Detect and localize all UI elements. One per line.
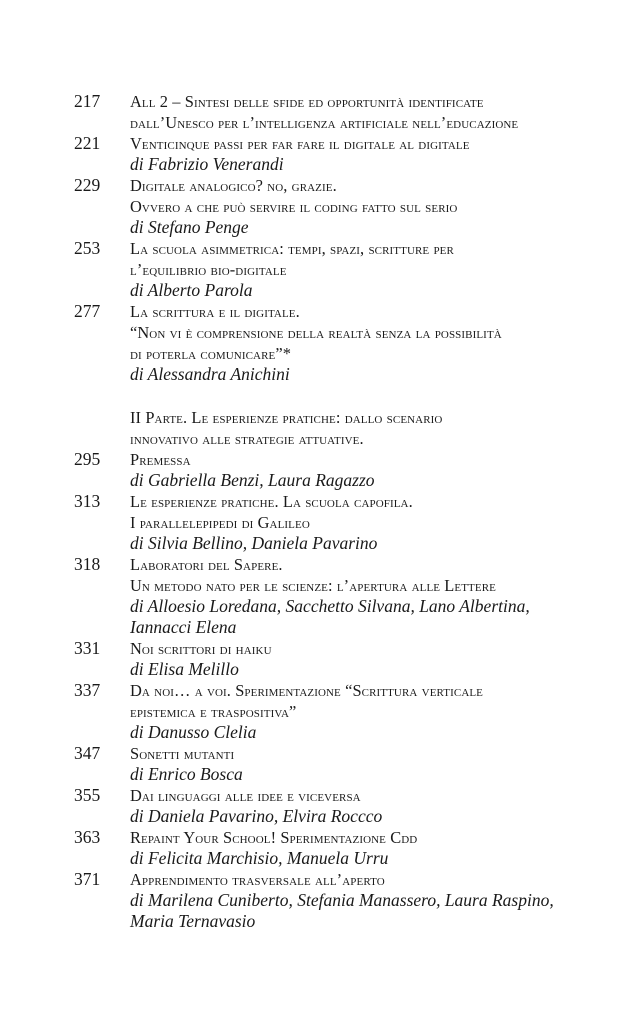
entry-body bbox=[130, 175, 594, 238]
entry-author: di Marilena Cuniberto, Stefania Manassero, Laura Raspino, bbox=[130, 890, 554, 910]
toc-entry bbox=[74, 301, 594, 385]
entry-author: di Alloesio Loredana, Sacchetto Silvana, Lano Albertina, bbox=[130, 596, 530, 616]
toc-entry bbox=[74, 238, 594, 301]
entry-body bbox=[130, 449, 594, 491]
entry-author: di Alessandra Anichini bbox=[130, 364, 290, 384]
page-number: 337 bbox=[74, 680, 101, 700]
entry-author: di Felicita Marchisio, Manuela Urru bbox=[130, 848, 389, 868]
entry-author: di Gabriella Benzi, Laura Ragazzo bbox=[130, 470, 375, 490]
entry-author: di Silvia Bellino, Daniela Pavarino bbox=[130, 533, 378, 553]
entry-title-line: “Non vi è comprensione della realtà senza la possibilità bbox=[130, 323, 502, 342]
section-heading bbox=[74, 407, 594, 449]
entry-body bbox=[130, 827, 594, 869]
entry-author: di Alberto Parola bbox=[130, 280, 253, 300]
toc-entry bbox=[74, 869, 594, 932]
page-number: 371 bbox=[74, 869, 101, 889]
entry-author-continued: Iannacci Elena bbox=[130, 617, 237, 637]
page-number: 347 bbox=[74, 743, 101, 763]
entry-body bbox=[130, 238, 594, 301]
entry-title-line: Venticinque passi per far fare il digitale al digitale bbox=[130, 134, 470, 153]
entry-title-line: Un metodo nato per le scienze: l’apertura alle Lettere bbox=[130, 576, 496, 595]
entry-author: di Fabrizio Venerandi bbox=[130, 154, 284, 174]
toc-entry bbox=[74, 743, 594, 785]
entry-title-line: Digitale analogico? no, grazie. bbox=[130, 176, 337, 195]
section-heading-line: innovativo alle strategie attuative. bbox=[130, 429, 364, 448]
entry-body bbox=[130, 743, 594, 785]
page-number: 295 bbox=[74, 449, 101, 469]
entry-body bbox=[130, 301, 594, 385]
entry-body bbox=[130, 554, 594, 638]
entry-title-line: I parallelepipedi di Galileo bbox=[130, 513, 310, 532]
entry-title-line: La scrittura e il digitale. bbox=[130, 302, 300, 321]
toc-entry bbox=[74, 449, 594, 491]
entry-title-line: All 2 – Sintesi delle sfide ed opportunità identificate bbox=[130, 92, 484, 111]
entry-title-line: l’equilibrio bio-digitale bbox=[130, 260, 287, 279]
page-number: 229 bbox=[74, 175, 101, 195]
toc-entry bbox=[74, 638, 594, 680]
section-gap bbox=[74, 385, 594, 407]
entry-body bbox=[130, 91, 594, 133]
toc-entry bbox=[74, 827, 594, 869]
entry-title-line: La scuola asimmetrica: tempi, spazi, scritture per bbox=[130, 239, 454, 258]
section-heading-line: II Parte. Le esperienze pratiche: dallo scenario bbox=[130, 408, 443, 427]
entry-title-line: Noi scrittori di haiku bbox=[130, 639, 272, 658]
entry-title-line: Ovvero a che può servire il coding fatto sul serio bbox=[130, 197, 458, 216]
entry-title-line: Le esperienze pratiche. La scuola capofila. bbox=[130, 492, 413, 511]
entry-body bbox=[130, 638, 594, 680]
entry-title-line: dall’Unesco per l’intelligenza artificiale nell’educazione bbox=[130, 113, 519, 132]
entry-body bbox=[130, 785, 594, 827]
entry-author-continued: Maria Ternavasio bbox=[130, 911, 256, 931]
page-number bbox=[74, 407, 130, 449]
entry-title-line: Da noi… a voi. Sperimentazione “Scrittura verticale bbox=[130, 681, 483, 700]
toc-entry bbox=[74, 680, 594, 743]
entry-author: di Enrico Bosca bbox=[130, 764, 243, 784]
toc-entry bbox=[74, 785, 594, 827]
entry-author: di Elisa Melillo bbox=[130, 659, 239, 679]
toc-entry bbox=[74, 175, 594, 238]
page-number: 313 bbox=[74, 491, 101, 511]
entry-title-line: Laboratori del Sapere. bbox=[130, 555, 283, 574]
entry-title-line: Apprendimento trasversale all’aperto bbox=[130, 870, 385, 889]
toc-entry bbox=[74, 91, 594, 133]
entry-author: di Stefano Penge bbox=[130, 217, 249, 237]
page-number: 277 bbox=[74, 301, 101, 321]
table-of-contents bbox=[74, 91, 594, 932]
entry-body bbox=[130, 491, 594, 554]
page-number: 221 bbox=[74, 133, 101, 153]
entry-body bbox=[130, 133, 594, 175]
entry-title-line: Sonetti mutanti bbox=[130, 744, 235, 763]
toc-entry bbox=[74, 133, 594, 175]
page-number: 331 bbox=[74, 638, 101, 658]
entry-title-line: di poterla comunicare”* bbox=[130, 344, 292, 363]
entry-body bbox=[130, 407, 594, 449]
entry-author: di Danusso Clelia bbox=[130, 722, 257, 742]
toc-entry bbox=[74, 491, 594, 554]
entry-title-line: Premessa bbox=[130, 450, 191, 469]
page-number: 363 bbox=[74, 827, 101, 847]
toc-entry bbox=[74, 554, 594, 638]
page-number: 355 bbox=[74, 785, 101, 805]
entry-body bbox=[130, 680, 594, 743]
page-number: 318 bbox=[74, 554, 101, 574]
entry-title-line: Dai linguaggi alle idee e viceversa bbox=[130, 786, 361, 805]
page-number: 217 bbox=[74, 91, 101, 111]
entry-title-line: epistemica e traspositiva” bbox=[130, 702, 297, 721]
entry-author: di Daniela Pavarino, Elvira Roccco bbox=[130, 806, 383, 826]
entry-title-line: Repaint Your School! Sperimentazione Cdd bbox=[130, 828, 418, 847]
page-number: 253 bbox=[74, 238, 101, 258]
entry-body bbox=[130, 869, 594, 932]
